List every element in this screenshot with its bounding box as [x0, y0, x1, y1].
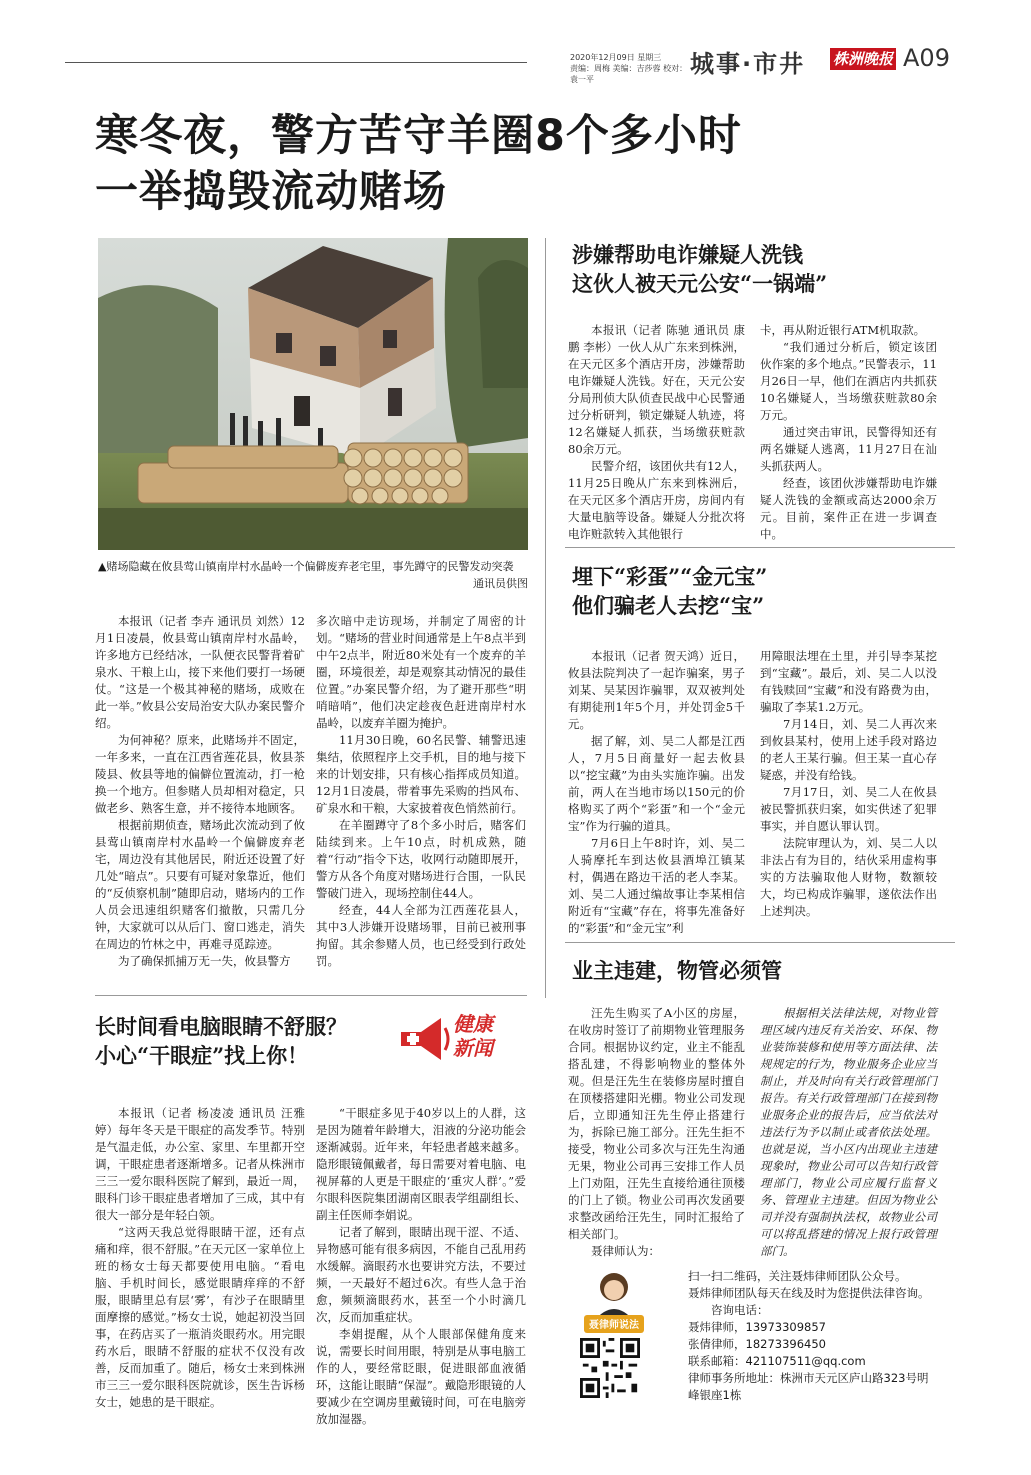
- photo-caption-text: ▲赌场隐藏在攸县莺山镇南岸村水晶岭一个偏僻废弃老宅里，事先蹲守的民警发动突袭: [98, 560, 514, 573]
- house-photo-illustration: [98, 238, 528, 550]
- column-divider: [545, 238, 546, 998]
- story2-paragraph: 通过突击审讯，民警得知还有两名嫌疑人逃离，11月27日在汕头抓获两人。: [760, 425, 937, 473]
- story4-paragraph: 根据相关法律法规，对物业管理区域内违反有关治安、环保、物业装饰装修和使用等方面法律、法规规定的行为，物业服务企业应当制止，并及时向有关行政管理部门报告。有关行政管理部门在接到物业服务企业的报告后，应当依法对违法行为予以制止或者依法处理。也就是说，当小区内出现业主违建现象时，物业公司可以告知行政管理部门，物业公司应履行监督义务、管理业主违建。但因为物业公司并没有强制执法权，故物业公司可以将乱搭建的情况上报行政管理部门。: [760, 1006, 937, 1258]
- lead-photo: [98, 238, 528, 550]
- health-badge-line1: 健康: [453, 1012, 493, 1036]
- qr-code-icon: [580, 1338, 640, 1398]
- lead-paragraph: 本报讯（记者 李卉 通讯员 刘然）12月1日凌晨，攸县莺山镇南岸村水晶岭，许多地方已经结冰，一队便衣民警背着矿泉水、干粮上山，接下来他们要打一场硬仗。“这是一个极其神秘的赌场，成败在此一举。”攸县公安局治安大队办案民警介绍。: [95, 614, 305, 730]
- story2-paragraph: 卡，再从附近银行ATM机取款。: [760, 323, 926, 337]
- story3-rule: [565, 942, 955, 943]
- header-rule-left: [65, 62, 527, 63]
- story2-headline-line2: 这伙人被天元公安“一锅端”: [572, 271, 828, 296]
- lead-paragraph: 为何神秘？原来，此赌场并不固定，一年多来，一直在江西省莲花县，攸县茶陵县、攸县等地的偏僻位置流动，打一枪换一个地方。但参赌人员却相对稳定，只做老乡、熟客生意，并不接待本地顾客。: [95, 733, 305, 815]
- story4-body-col2: [760, 1005, 937, 1260]
- lead-paragraph: 在羊圈蹲守了8个多小时后，赌客们陆续到来。上午10点，时机成熟，随着“行动”指令下达，收网行动随即展开，警方从各个角度对赌场进行合围，一队民警破门进入，现场控制住44人。: [316, 818, 526, 900]
- photo-caption: [98, 558, 528, 592]
- story3-paragraph: 用障眼法埋在土里，并引导李某挖到“宝藏”。最后，刘、吴二人以没有钱赎回“宝藏”和没有路费为由，骗取了李某1.2万元。: [760, 649, 937, 714]
- story2-paragraph: 民警介绍，该团伙共有12人，11月25日晚从广东来到株洲后，在天元区多个酒店开房，房间内有大量电脑等设备。嫌疑人分批次将电诈赃款转入其他银行: [568, 459, 745, 541]
- lead-headline-line2: 一举捣毁流动赌场: [95, 167, 447, 217]
- contact-line: 扫一扫二维码，关注聂炜律师团队公众号。: [688, 1269, 907, 1283]
- lead-headline: [95, 108, 815, 220]
- story2-headline: [572, 240, 952, 298]
- story3-body-col2: [760, 648, 937, 920]
- story2-paragraph: “我们通过分析后，锁定该团伙作案的多个地点。”民警表示，11月26日一早，他们在酒店内共抓获10名嫌疑人，当场缴获赃款80余万元。: [760, 340, 937, 422]
- story2-body-col2: [760, 322, 937, 543]
- lead-paragraph: 多次暗中走访现场，并制定了周密的计划。“赌场的营业时间通常是上午8点半到中午2点半，附近80米处有一个废弃的羊圈，环境很差，却是观察其动情况的最佳位置。”办案民警介绍，为了避开那些“明哨暗哨”，他们决定趁夜色赶进南岸村水晶岭，以废弃羊圈为掩护。: [316, 614, 526, 730]
- health-news-badge: [395, 1010, 515, 1068]
- contact-phone-label: 咨询电话：: [711, 1303, 769, 1317]
- story5-body-col1: [95, 1105, 305, 1411]
- contact-phone-nie: 聂炜律师，13973309857: [688, 1320, 826, 1334]
- story5-paragraph: 记者了解到，眼睛出现干涩、不适、异物感可能有很多病因，不能自己乱用药水缓解。滴眼药水也要讲究方法，不要过频，一天最好不超过6次。有些人急于治愈，频频滴眼药水，甚至一个小时滴几次，反而加重症状。: [316, 1225, 526, 1324]
- story5-headline-line2: 小心“干眼症”找上你！: [95, 1043, 309, 1068]
- story5-headline: [95, 1012, 395, 1070]
- story5-paragraph: 李娟提醒，从个人眼部保健角度来说，需要长时间用眼，特别是从事电脑工作的人，要经常眨眼，促进眼部血液循环，这能让眼睛“保湿”。戴隐形眼镜的人要减少在空调房里戴镜时间，可在电脑旁放加湿器。: [316, 1327, 526, 1426]
- story3-headline: [572, 562, 952, 620]
- lead-headline-line1: 寒冬夜，警方苦守羊圈8个多小时: [95, 111, 742, 161]
- story2-body-col1: [568, 322, 745, 543]
- story4-body-col1: [568, 1005, 745, 1260]
- section-name: 城事·市井: [690, 50, 806, 78]
- health-badge-line2: 新闻: [453, 1036, 493, 1060]
- story3-paragraph: 据了解，刘、吴二人都是江西人，7月5日商量好一起去攸县以“挖宝藏”为由头实施诈骗。出发前，两人在当地市场以150元的价格购买了两个“彩蛋”和一个“金元宝”作为行骗的道具。: [568, 734, 745, 833]
- newspaper-logo: 株洲晚报: [830, 48, 896, 70]
- lawyer-contact: [688, 1268, 933, 1404]
- story5-headline-line1: 长时间看电脑眼睛不舒服？: [95, 1014, 347, 1039]
- story2-headline-line1: 涉嫌帮助电诈嫌疑人洗钱: [572, 242, 803, 267]
- header-date: 2020年12月09日 星期三: [570, 53, 662, 62]
- header-meta: [570, 52, 690, 85]
- contact-phone-zhang: 张倩律师，18273396450: [688, 1337, 826, 1351]
- story5-paragraph: “这两天我总觉得眼睛干涩，还有点痛和痒，很不舒服。”在天元区一家单位上班的杨女士每天都要使用电脑。“看电脑、手机时间长，感觉眼睛痒痒的不舒服，眼睛里总有层‘雾’，有沙子在眼睛里面摩擦的感觉。”杨女士说，她起初没当回事，在药店买了一瓶消炎眼药水。用完眼药水后，眼睛不舒服的症状不仅没有改善，反而加重了。随后，杨女士来到株洲市三三一爱尔眼科医院就诊，医生告诉杨女士，她患的是干眼症。: [95, 1225, 305, 1409]
- page-number: A09: [903, 44, 950, 72]
- photo-source: 通讯员供图: [473, 577, 528, 590]
- story3-paragraph: 7月17日，刘、吴二人在攸县被民警抓获归案，如实供述了犯罪事实，并自愿认罪认罚。: [760, 785, 937, 833]
- story2-paragraph: 本报讯（记者 陈驰 通讯员 康鹏 李彬）一伙人从广东来到株洲，在天元区多个酒店开房，涉嫌帮助电诈嫌疑人洗钱。好在，天元公安分局刑侦大队侦查民战中心民警通过分析研判，锁定嫌疑人轨迹，将12名嫌疑人抓获，当场缴获赃款80余万元。: [568, 323, 745, 456]
- story3-paragraph: 7月6日上午8时许，刘、吴二人骑摩托车到达攸县酒埠江镇某村，偶遇在路边干活的老人李某。刘、吴二人通过编故事让李某相信附近有“宝藏”存在，将事先准备好的“彩蛋”和“金元宝”利: [568, 836, 745, 935]
- contact-address: 律师事务所地址：株洲市天元区庐山路323号明峰银座1栋: [688, 1371, 929, 1402]
- story3-headline-line2: 他们骗老人去挖“宝”: [572, 593, 765, 618]
- story4-headline: 业主违建，物管必须管: [572, 958, 782, 983]
- lead-body-col2: [316, 613, 526, 970]
- story5-rule: [95, 995, 527, 996]
- lead-paragraph: 经查，44人全部为江西莲花县人，其中3人涉嫌开设赌场罪，目前已被刑事拘留。其余参赌人员，也已经受到行政处罚。: [316, 903, 526, 968]
- story3-paragraph: 本报讯（记者 贺天鸿）近日，攸县法院判决了一起诈骗案，男子刘某、吴某因诈骗罪，双双被判处有期徒刑1年5个月，并处罚金5千元。: [568, 649, 745, 731]
- story5-paragraph: “干眼症多见于40岁以上的人群，这是因为随着年龄增大，泪液的分泌功能会逐渐减弱。近年来，年轻患者越来越多。隐形眼镜佩戴者，每日需要对着电脑、电视屏幕的人更是干眼症的‘重灾人群’。”爱尔眼科医院集团湖南区眼表学组副组长、副主任医师李娟说。: [316, 1106, 526, 1222]
- story3-paragraph: 法院审理认为，刘、吴二人以非法占有为目的，结伙采用虚构事实的方法骗取他人财物，数额较大，均已构成诈骗罪，遂依法作出上述判决。: [760, 836, 937, 918]
- story4-paragraph: 聂律师认为：: [591, 1244, 660, 1258]
- story5-body-col2: [316, 1105, 526, 1428]
- header-editors: 责编：周梅 美编：吉莎蓉 校对：袁一平: [570, 64, 688, 84]
- lead-body-col1: [95, 613, 305, 970]
- story5-paragraph: 本报讯（记者 杨凌凌 通讯员 汪雅婷）每年冬天是干眼症的高发季节。特别是气温走低，办公室、家里、车里都开空调，干眼症患者逐渐增多。记者从株洲市三三一爱尔眼科医院了解到，最近一周，眼科门诊干眼症患者增加了三成，其中有很大一部分是年轻白领。: [95, 1106, 305, 1222]
- lawyer-badge: [578, 1265, 650, 1335]
- lead-paragraph: 根据前期侦查，赌场此次流动到了攸县莺山镇南岸村水晶岭一个偏僻废弃老宅，周边没有其他居民，附近还设置了好几处“暗点”。只要有可疑对象靠近，他们的“反侦察机制”随即启动，赌场内的工作人员会迅速组织赌客们撤散，只需几分钟，大家就可以从后门、窗口逃走，消失在周边的竹林之中，再难寻觅踪迹。: [95, 818, 305, 951]
- qr-code[interactable]: [580, 1338, 640, 1398]
- lawyer-portrait-icon: [578, 1265, 650, 1335]
- lead-paragraph: 11月30日晚，60名民警、辅警迅速集结，依照程序上交手机，目的地与接下来的计划安排，只有核心指挥成员知道。12月1日凌晨，带着事先采购的挡风布、矿泉水和干粮，大家披着夜色悄然前行。: [316, 733, 526, 815]
- story2-paragraph: 经查，该团伙涉嫌帮助电诈嫌疑人洗钱的金额或高达2000余万元。目前，案件正在进一步调查中。: [760, 476, 937, 541]
- contact-line: 聂炜律师团队每天在线及时为您提供法律咨询。: [688, 1286, 930, 1300]
- story2-rule: [565, 547, 955, 548]
- story3-paragraph: 7月14日，刘、吴二人再次来到攸县某村，使用上述手段对路边的老人王某行骗。但王某一直心存疑惑，并没有给钱。: [760, 717, 937, 782]
- story4-paragraph: 汪先生购买了A小区的房屋，在收房时签订了前期物业管理服务合同。根据协议约定，业主不能乱搭乱建，不得影响物业的整体外观。但是汪先生在装修房屋时擅自在顶楼搭建阳光棚。物业公司发现后，立即通知汪先生停止搭建行为，拆除已施工部分。汪先生拒不接受，物业公司多次与汪先生沟通无果，物业公司再三安排工作人员上门劝阻，汪先生直接给通往顶楼的门上了锁。物业公司再次发函要求整改函给汪先生，同时汇报给了相关部门。: [568, 1006, 745, 1241]
- lead-paragraph: 为了确保抓捕万无一失，攸县警方: [118, 954, 291, 968]
- lawyer-badge-label: 聂律师说法: [589, 1320, 639, 1331]
- contact-email: 联系邮箱：421107511@qq.com: [688, 1354, 866, 1368]
- story3-headline-line1: 埋下“彩蛋”“金元宝”: [572, 564, 768, 589]
- health-badge-text: [453, 1012, 493, 1060]
- story3-body-col1: [568, 648, 745, 937]
